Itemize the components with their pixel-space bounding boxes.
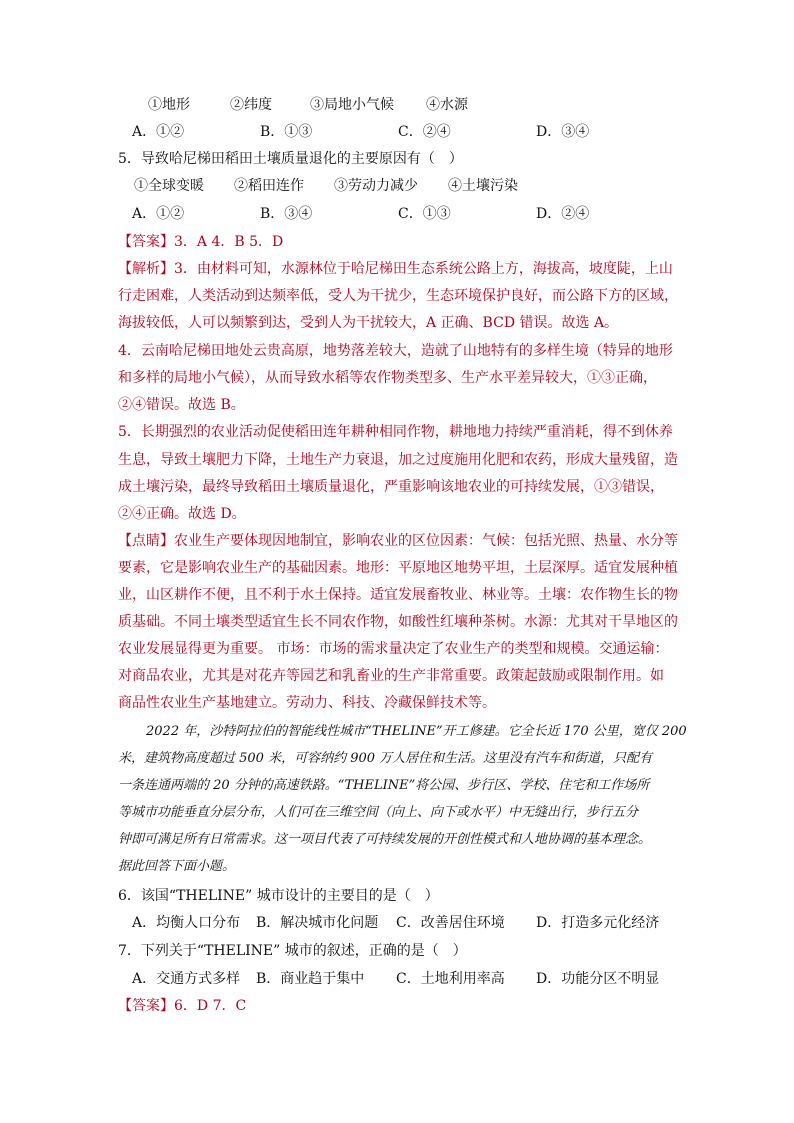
q6-option: D．打造多元化经济: [536, 915, 660, 931]
analysis-line: [118, 259, 678, 279]
q4-items: [148, 95, 708, 115]
analysis-line: 生息，导致土壤肥力下降，土地生产力衰退，加之过度施用化肥和农药，形成大量残留，造: [118, 452, 678, 468]
q4-option: C．②④: [398, 124, 451, 140]
q5-items: [134, 176, 694, 196]
answer-text: 6．D 7．C: [174, 998, 247, 1014]
q5-option: C．①③: [398, 206, 451, 222]
q6-stem: 6．该国“THELINE” 城市设计的主要目的是（ ）: [118, 888, 439, 904]
q6-option: B．解决城市化问题: [256, 915, 379, 931]
q5-item: ①全球变暖: [134, 178, 204, 194]
q5-item: ③劳动力减少: [334, 178, 418, 194]
q6-options: [132, 913, 692, 933]
analysis-tag: 【解析】: [118, 261, 174, 277]
q4-option: D．③④: [536, 124, 590, 140]
analysis-line: 4．云南哈尼梯田地处云贵高原，地势落差较大，造就了山地特有的多样生境（特异的地形: [118, 343, 673, 359]
q5-option: D．②④: [536, 206, 590, 222]
analysis-line: 和多样的局地小气候），从而导致水稻等农作物类型多、生产水平差异较大，①③正确，: [118, 370, 657, 386]
q5-item: ④土壤污染: [448, 178, 518, 194]
answer-text: 3．A 4．B 5．D: [174, 234, 284, 250]
q6-option: A．均衡人口分布: [132, 915, 241, 931]
passage-line: 2022 年，沙特阿拉伯的智能线性城市“THELINE”开工修建。它全长近 170 公里，宽仅 200: [146, 724, 687, 739]
q7-stem: 7．下列关于“THELINE” 城市的叙述，正确的是（ ）: [118, 943, 467, 959]
q7-options: [132, 969, 692, 989]
analysis-line: 海拔较低，人可以频繁到达，受到人为干扰较大，A 正确、BCD 错误。故选 A。: [118, 315, 619, 331]
passage-line: 米，建筑物高度超过 500 米，可容纳约 900 万人居住和生活。这里没有汽车和街道，只配有: [118, 751, 653, 766]
analysis-line: 成土壤污染，最终导致稻田土壤质量退化，严重影响该地农业的可持续发展，①③错误，: [118, 479, 664, 495]
q5-item: ②稻田连作: [234, 178, 304, 194]
analysis-line: 行走困难，人类活动到达频率低，受人为干扰少，生态环境保护良好，而公路下方的区域，: [118, 288, 678, 304]
q5-options: [132, 204, 692, 224]
answer-tag: 【答案】: [118, 234, 174, 250]
q5-option: A．①②: [132, 206, 185, 222]
comment-line: 业，山区耕作不便，且不利于水土保持。适宜发展畜牧业、林业等。土壤：农作物生长的物: [118, 587, 678, 603]
comment-text: 农业生产要体现因地制宜，影响农业的区位因素：气候：包括光照、热量、水分等: [174, 533, 678, 549]
comment-tag: 【点睛】: [118, 533, 174, 549]
q5-stem: 5．导致哈尼梯田稻田土壤质量退化的主要原因有（ ）: [118, 151, 463, 167]
comment-line: 质基础。不同土壤类型适宜生长不同农作物，如酸性红壤种茶树。水源：尤其对干旱地区的: [118, 614, 678, 630]
q6-option: C．改善居住环境: [396, 915, 505, 931]
answer-block: [118, 996, 678, 1016]
comment-line: [118, 531, 678, 551]
passage-line: 据此回答下面小题。: [118, 859, 236, 874]
q7-option: D．功能分区不明显: [536, 971, 660, 987]
comment-line: 对商品农业，尤其是对花卉等园艺和乳畜业的生产非常重要。政策起鼓励或限制作用。如: [118, 668, 664, 684]
q4-options: [132, 122, 692, 142]
q4-item: ④水源: [426, 97, 468, 113]
q4-option: A．①②: [132, 124, 185, 140]
comment-line: 商品性农业生产基地建立。劳动力、科技、冷藏保鲜技术等。: [118, 695, 496, 711]
analysis-line: 5．长期强烈的农业活动促使稻田连年耕种相同作物，耕地地力持续严重消耗，得不到休养: [118, 424, 673, 440]
analysis-line: ②④正确。故选 D。: [118, 506, 246, 522]
passage-line: 钟即可满足所有日常需求。这一项目代表了可持续发展的开创性模式和人地协调的基本理念。: [118, 832, 652, 847]
comment-line: 农业发展显得更为重要。 市场：市场的需求量决定了农业生产的类型和规模。交通运输：: [118, 641, 669, 657]
q4-item: ①地形: [148, 97, 190, 113]
q4-option: B．①③: [260, 124, 313, 140]
answer-tag: 【答案】: [118, 998, 174, 1014]
passage-line: 等城市功能垂直分层分布，人们可在三维空间（向上、向下或水平）中无缝出行，步行五分: [118, 805, 639, 820]
q4-item: ③局地小气候: [310, 97, 394, 113]
passage-line: 一条连通两端的 20 分钟的高速铁路。“THELINE”将公园、步行区、学校、住宅和工作场所: [118, 778, 650, 793]
analysis-line: ②④错误。故选 B。: [118, 397, 245, 413]
comment-line: 要素，它是影响农业生产的基础因素。地形：平原地区地势平坦，土层深厚。适宜发展种植: [118, 560, 678, 576]
q4-item: ②纬度: [230, 97, 272, 113]
q7-option: B．商业趋于集中: [256, 971, 365, 987]
analysis-text: 3．由材料可知，水源林位于哈尼梯田生态系统公路上方，海拔高，坡度陡，上山: [174, 261, 673, 277]
q7-option: C．土地利用率高: [396, 971, 505, 987]
answer-block: [118, 232, 678, 252]
q5-option: B．③④: [260, 206, 313, 222]
q7-option: A．交通方式多样: [132, 971, 241, 987]
